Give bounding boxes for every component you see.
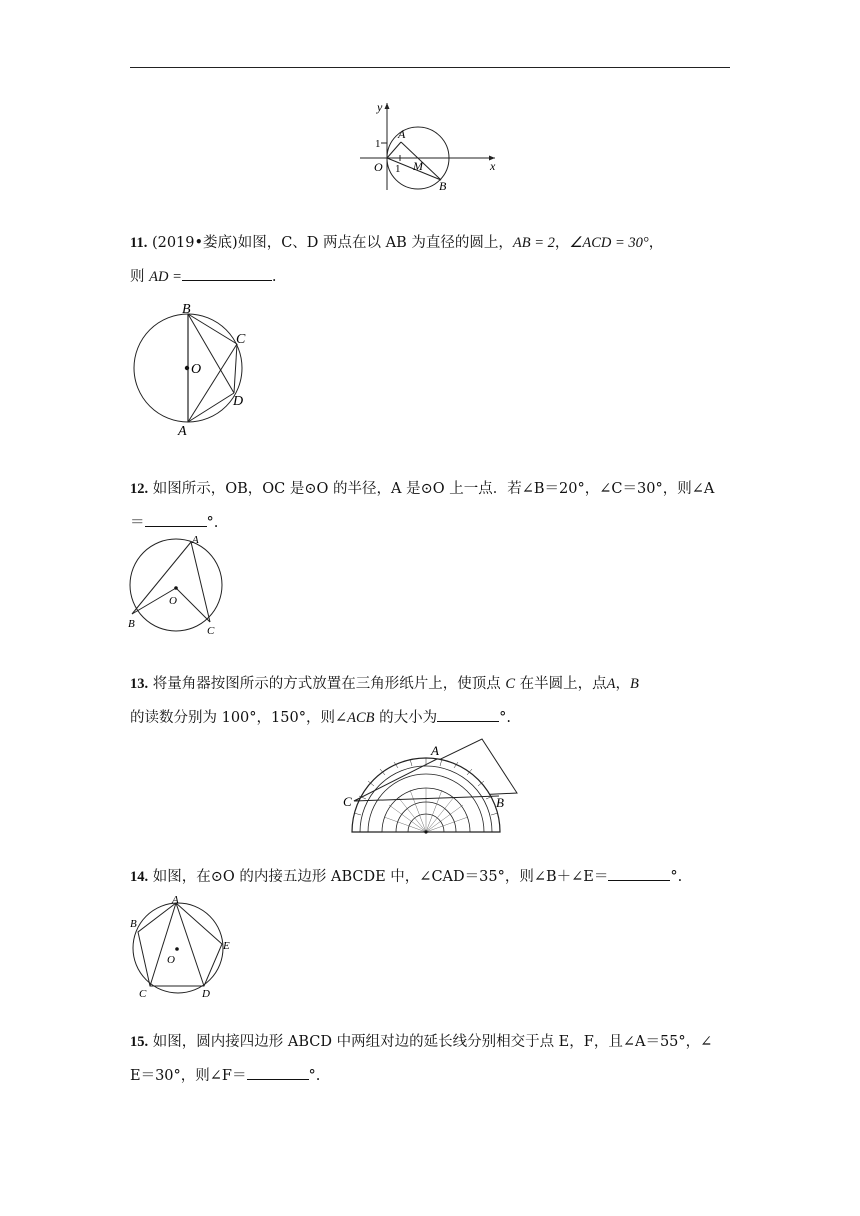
question-text: 如图，在⊙O 的内接五边形 ABCDE 中，∠CAD＝35°，则∠B＋∠E＝ bbox=[152, 869, 609, 885]
answer-blank[interactable] bbox=[145, 508, 207, 527]
question-text-line2: 的读数分别为 100°，150°，则∠ bbox=[130, 710, 348, 726]
label-b: B bbox=[128, 618, 135, 630]
question-number: 14. bbox=[130, 869, 149, 885]
question-number: 12. bbox=[130, 481, 149, 497]
label-b: B bbox=[130, 918, 137, 930]
math-ab: AB = 2 bbox=[512, 235, 555, 251]
question-text: 如图，圆内接四边形 ABCD 中两组对边的延长线分别相交于点 E，F，且∠A＝55°，∠ bbox=[152, 1034, 713, 1050]
label-a: A bbox=[172, 894, 179, 906]
label-c: C bbox=[236, 332, 246, 347]
degree-period: °. bbox=[308, 1068, 321, 1084]
math-angle-acd: ∠ACD = 30° bbox=[569, 235, 649, 251]
period: . bbox=[271, 269, 277, 285]
answer-blank[interactable] bbox=[247, 1061, 309, 1080]
question-text: 在半圆上，点 bbox=[519, 676, 607, 692]
label-one-x: 1 bbox=[395, 163, 401, 175]
math-b: B bbox=[629, 676, 639, 692]
question-11: 11. (2019•娄底)如图，C、D 两点在以 AB 为直径的圆上，AB = 2，∠ACD = 30°， 则 AD = . bbox=[130, 235, 664, 285]
label-x: x bbox=[490, 159, 496, 173]
question-text: 将量角器按图所示的方式放置在三角形纸片上，使顶点 bbox=[152, 676, 501, 692]
label-m: M bbox=[413, 159, 423, 173]
label-c: C bbox=[343, 794, 352, 809]
figure-circle-abcd bbox=[130, 300, 260, 440]
figure-pentagon bbox=[126, 892, 241, 1004]
figure-coordinate-circle bbox=[355, 98, 505, 193]
degree-period: °. bbox=[499, 710, 511, 726]
label-c: C bbox=[139, 988, 147, 1000]
question-number: 13. bbox=[130, 676, 149, 692]
label-o: O bbox=[191, 362, 202, 377]
label-c: C bbox=[207, 625, 215, 637]
label-one-y: 1 bbox=[375, 138, 381, 150]
math-acb: ACB bbox=[347, 710, 375, 726]
label-b: B bbox=[182, 302, 191, 317]
degree-period: °. bbox=[670, 869, 683, 885]
math-c: C bbox=[505, 676, 516, 692]
question-number: 11. bbox=[130, 235, 148, 251]
label-d: D bbox=[233, 394, 244, 409]
degree-period: °. bbox=[206, 515, 219, 531]
question-text: (2019•娄底)如图，C、D 两点在以 AB 为直径的圆上， bbox=[151, 235, 513, 251]
math-ad: AD = bbox=[149, 269, 182, 285]
question-14 bbox=[130, 860, 730, 894]
header-rule bbox=[130, 67, 730, 68]
figure-protractor bbox=[342, 733, 522, 838]
label-a: A bbox=[178, 424, 187, 439]
label-a: A bbox=[192, 534, 199, 546]
question-text: 如图所示，OB，OC 是⊙O 的半径，A 是⊙O 上一点．若∠B＝20°，∠C＝30°，则∠A bbox=[152, 481, 715, 497]
question-number: 15. bbox=[130, 1034, 149, 1050]
question-text-line2: ＝ bbox=[130, 515, 145, 531]
separator: ， bbox=[615, 676, 630, 692]
label-origin: O bbox=[374, 160, 383, 174]
answer-blank[interactable] bbox=[608, 862, 670, 881]
label-b: B bbox=[439, 179, 447, 193]
math-a: A bbox=[606, 676, 616, 692]
question-text-line2: E＝30°，则∠F＝ bbox=[130, 1068, 247, 1084]
label-o: O bbox=[169, 595, 177, 607]
figure-circle-obac bbox=[124, 530, 229, 640]
question-text: 的大小为 bbox=[379, 710, 438, 726]
label-b: B bbox=[496, 795, 504, 810]
label-o: O bbox=[167, 954, 175, 966]
label-a: A bbox=[398, 127, 406, 141]
question-13 bbox=[130, 667, 730, 735]
answer-blank[interactable] bbox=[437, 703, 499, 722]
label-e: E bbox=[223, 940, 230, 952]
label-d: D bbox=[202, 988, 210, 1000]
label-a: A bbox=[431, 743, 439, 758]
answer-blank[interactable] bbox=[182, 262, 272, 281]
question-text-line2: 则 bbox=[130, 269, 145, 285]
question-15 bbox=[130, 1025, 730, 1093]
label-y: y bbox=[377, 100, 383, 114]
